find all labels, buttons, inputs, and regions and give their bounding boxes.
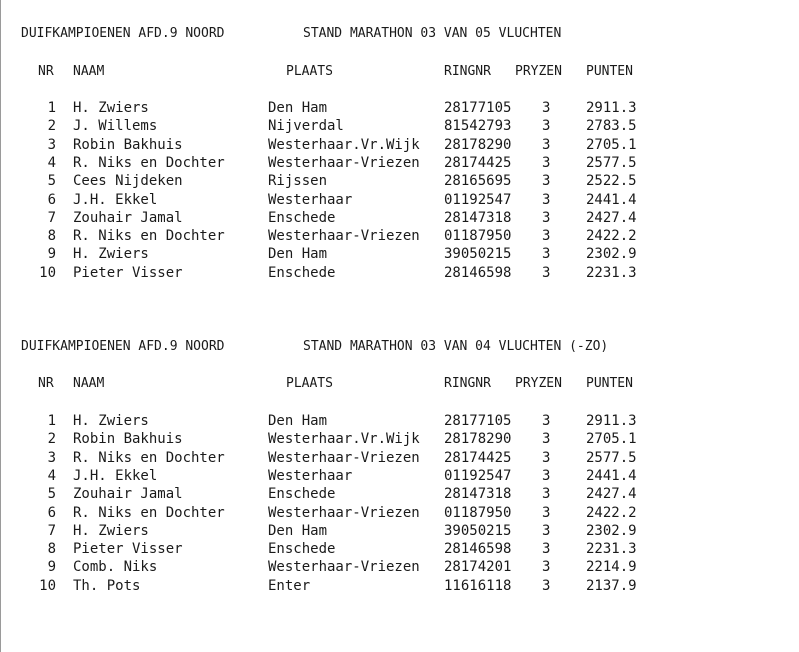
row-pryzen: 3	[542, 154, 551, 171]
column-header-plaats: PLAATS	[286, 64, 333, 79]
row-punten: 2137.9	[586, 577, 637, 594]
table-row	[0, 245, 799, 263]
row-naam: Cees Nijdeken	[73, 173, 183, 190]
row-ringnr: 28178290	[444, 136, 512, 153]
row-plaats: Westerhaar-Vriezen	[268, 154, 420, 171]
row-naam: H. Zwiers	[73, 100, 149, 116]
row-punten: 2911.3	[586, 100, 637, 116]
section-title-club: DUIFKAMPIOENEN AFD.9 NOORD	[21, 339, 225, 354]
row-plaats: Enter	[268, 577, 311, 594]
row-naam: R. Niks en Dochter	[73, 154, 225, 171]
row-pryzen: 3	[542, 541, 551, 558]
row-plaats: Westerhaar	[268, 191, 353, 208]
row-naam: R. Niks en Dochter	[73, 228, 225, 245]
row-punten: 2231.3	[586, 541, 637, 558]
row-ringnr: 28174201	[444, 559, 512, 576]
row-pryzen: 3	[542, 228, 551, 245]
column-header-ringnr: RINGNR	[444, 64, 491, 79]
row-plaats: Den Ham	[268, 100, 328, 116]
section-title-club: DUIFKAMPIOENEN AFD.9 NOORD	[21, 26, 225, 41]
row-naam: Pieter Visser	[73, 541, 183, 558]
table-row	[0, 412, 799, 430]
row-plaats: Westerhaar-Vriezen	[268, 449, 420, 466]
row-ringnr: 01192547	[444, 191, 512, 208]
row-naam: J.H. Ekkel	[73, 191, 158, 208]
row-ringnr: 28177105	[444, 413, 512, 429]
row-plaats: Westerhaar-Vriezen	[268, 559, 420, 576]
row-pryzen: 3	[542, 136, 551, 153]
row-nr: 2	[47, 118, 56, 135]
row-plaats: Westerhaar-Vriezen	[268, 504, 420, 521]
row-nr: 4	[47, 154, 56, 171]
row-pryzen: 3	[542, 431, 551, 448]
table-row	[0, 227, 799, 245]
row-ringnr: 28147318	[444, 486, 512, 503]
row-naam: Robin Bakhuis	[73, 431, 183, 448]
row-punten: 2427.4	[586, 486, 637, 503]
row-pryzen: 3	[542, 449, 551, 466]
row-ringnr: 81542793	[444, 118, 512, 135]
row-pryzen: 3	[542, 504, 551, 521]
row-nr: 6	[47, 504, 56, 521]
row-punten: 2231.3	[586, 264, 637, 281]
row-nr: 4	[47, 467, 56, 484]
row-ringnr: 28178290	[444, 431, 512, 448]
row-nr: 5	[47, 173, 56, 190]
row-nr: 1	[47, 413, 56, 429]
row-ringnr: 11616118	[444, 577, 512, 594]
table-row	[0, 577, 799, 595]
row-plaats: Westerhaar	[268, 467, 353, 484]
row-plaats: Den Ham	[268, 413, 328, 429]
table-row	[0, 430, 799, 448]
row-punten: 2911.3	[586, 413, 637, 429]
row-naam: Robin Bakhuis	[73, 136, 183, 153]
row-nr: 8	[47, 228, 56, 245]
row-punten: 2522.5	[586, 173, 637, 190]
row-pryzen: 3	[542, 246, 551, 263]
row-punten: 2422.2	[586, 228, 637, 245]
section-title-standing: STAND MARATHON 03 VAN 04 VLUCHTEN (-ZO)	[303, 339, 609, 354]
table-row	[0, 136, 799, 154]
row-ringnr: 01187950	[444, 504, 512, 521]
table-row	[0, 540, 799, 558]
table-row	[0, 264, 799, 282]
row-naam: J. Willems	[73, 118, 158, 135]
table-row	[0, 154, 799, 172]
row-punten: 2577.5	[586, 449, 637, 466]
row-naam: Comb. Niks	[73, 559, 158, 576]
row-ringnr: 28146598	[444, 264, 512, 281]
row-ringnr: 01187950	[444, 228, 512, 245]
row-pryzen: 3	[542, 118, 551, 135]
row-naam: Pieter Visser	[73, 264, 183, 281]
column-header-naam: NAAM	[73, 64, 105, 79]
row-naam: Zouhair Jamal	[73, 209, 183, 226]
table-row	[0, 209, 799, 227]
row-nr: 1	[47, 100, 56, 116]
row-nr: 8	[47, 541, 56, 558]
row-nr: 10	[39, 264, 56, 281]
column-header-nr: NR	[38, 376, 54, 391]
row-pryzen: 3	[542, 191, 551, 208]
row-plaats: Den Ham	[268, 522, 328, 539]
table-row	[0, 99, 799, 117]
column-header-punten: PUNTEN	[586, 376, 633, 391]
row-naam: Zouhair Jamal	[73, 486, 183, 503]
row-nr: 3	[47, 449, 56, 466]
row-nr: 9	[47, 246, 56, 263]
row-plaats: Westerhaar-Vriezen	[268, 228, 420, 245]
row-punten: 2441.4	[586, 191, 637, 208]
row-nr: 9	[47, 559, 56, 576]
row-nr: 10	[39, 577, 56, 594]
row-pryzen: 3	[542, 173, 551, 190]
row-nr: 5	[47, 486, 56, 503]
row-punten: 2214.9	[586, 559, 637, 576]
row-naam: J.H. Ekkel	[73, 467, 158, 484]
row-ringnr: 39050215	[444, 246, 512, 263]
row-plaats: Enschede	[268, 264, 336, 281]
row-naam: R. Niks en Dochter	[73, 449, 225, 466]
row-naam: H. Zwiers	[73, 522, 149, 539]
row-nr: 7	[47, 522, 56, 539]
row-plaats: Enschede	[268, 209, 336, 226]
row-plaats: Westerhaar.Vr.Wijk	[268, 136, 420, 153]
table-row	[0, 117, 799, 135]
row-ringnr: 28174425	[444, 449, 512, 466]
row-pryzen: 3	[542, 467, 551, 484]
row-pryzen: 3	[542, 522, 551, 539]
column-header-naam: NAAM	[73, 376, 105, 391]
row-plaats: Enschede	[268, 541, 336, 558]
row-ringnr: 01192547	[444, 467, 512, 484]
row-naam: R. Niks en Dochter	[73, 504, 225, 521]
row-punten: 2427.4	[586, 209, 637, 226]
row-punten: 2577.5	[586, 154, 637, 171]
row-nr: 2	[47, 431, 56, 448]
row-naam: Th. Pots	[73, 577, 141, 594]
row-naam: H. Zwiers	[73, 246, 149, 263]
row-pryzen: 3	[542, 209, 551, 226]
table-row	[0, 467, 799, 485]
column-header-plaats: PLAATS	[286, 376, 333, 391]
row-pryzen: 3	[542, 264, 551, 281]
column-header-pryzen: PRYZEN	[515, 376, 562, 391]
column-header-ringnr: RINGNR	[444, 376, 491, 391]
row-ringnr: 28147318	[444, 209, 512, 226]
row-ringnr: 28177105	[444, 100, 512, 116]
row-plaats: Enschede	[268, 486, 336, 503]
row-punten: 2302.9	[586, 522, 637, 539]
row-pryzen: 3	[542, 100, 551, 116]
row-nr: 6	[47, 191, 56, 208]
row-nr: 7	[47, 209, 56, 226]
table-row	[0, 485, 799, 503]
row-plaats: Nijverdal	[268, 118, 344, 135]
row-punten: 2441.4	[586, 467, 637, 484]
row-pryzen: 3	[542, 413, 551, 429]
row-punten: 2705.1	[586, 431, 637, 448]
row-punten: 2705.1	[586, 136, 637, 153]
table-row	[0, 522, 799, 540]
row-naam: H. Zwiers	[73, 413, 149, 429]
row-ringnr: 28165695	[444, 173, 512, 190]
row-ringnr: 28174425	[444, 154, 512, 171]
table-row	[0, 172, 799, 190]
row-pryzen: 3	[542, 559, 551, 576]
row-plaats: Den Ham	[268, 246, 328, 263]
row-ringnr: 28146598	[444, 541, 512, 558]
table-row	[0, 191, 799, 209]
row-plaats: Rijssen	[268, 173, 328, 190]
row-ringnr: 39050215	[444, 522, 512, 539]
row-nr: 3	[47, 136, 56, 153]
row-plaats: Westerhaar.Vr.Wijk	[268, 431, 420, 448]
row-punten: 2783.5	[586, 118, 637, 135]
row-punten: 2422.2	[586, 504, 637, 521]
section-title-standing: STAND MARATHON 03 VAN 05 VLUCHTEN	[303, 26, 562, 41]
column-header-punten: PUNTEN	[586, 64, 633, 79]
row-punten: 2302.9	[586, 246, 637, 263]
row-pryzen: 3	[542, 486, 551, 503]
table-row	[0, 504, 799, 522]
row-pryzen: 3	[542, 577, 551, 594]
column-header-pryzen: PRYZEN	[515, 64, 562, 79]
table-row	[0, 558, 799, 576]
table-row	[0, 449, 799, 467]
column-header-nr: NR	[38, 64, 54, 79]
